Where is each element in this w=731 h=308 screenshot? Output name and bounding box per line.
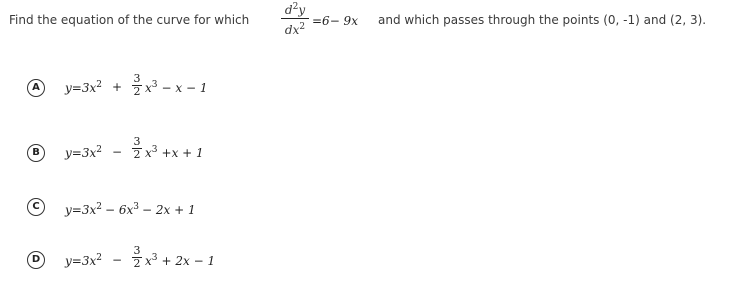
option-letter-a: A bbox=[27, 79, 45, 97]
option-b-tail: $x^3 +x + 1$ bbox=[145, 145, 204, 160]
derivative-fraction bbox=[281, 0, 309, 37]
option-letter-c: C bbox=[27, 198, 45, 216]
question-suffix: and which passes through the points (0, -1) and (2, 3). bbox=[378, 13, 707, 27]
derivative-numerator: $d^2y$ bbox=[284, 2, 306, 17]
derivative-denominator: $dx^2$ bbox=[284, 22, 306, 37]
option-c-equation: $y=3x^2 - 6x^3 - 2x + 1$ bbox=[65, 202, 196, 217]
option-a-fraction: 3 2 bbox=[133, 72, 141, 98]
option-a[interactable]: A $y=3x^2$ + 3 2 $x^3 - x - 1$ bbox=[27, 73, 327, 109]
option-d-fraction: 3 2 bbox=[133, 244, 141, 270]
option-b-fraction: 3 2 bbox=[133, 135, 141, 161]
option-a-tail: $x^3 - x - 1$ bbox=[145, 80, 208, 95]
option-d[interactable]: D $y=3x^2$ − 3 2 $x^3 + 2x - 1$ bbox=[27, 244, 327, 280]
question bbox=[9, 0, 727, 44]
option-b[interactable]: B $y=3x^2$ − 3 2 $x^3 +x + 1$ bbox=[27, 136, 327, 172]
option-d-tail: $x^3 + 2x - 1$ bbox=[145, 253, 216, 268]
question-prefix: Find the equation of the curve for which bbox=[9, 13, 250, 27]
option-letter-b: B bbox=[27, 144, 45, 162]
derivative-rhs: =6− 9x bbox=[312, 14, 358, 28]
option-c[interactable] bbox=[27, 195, 327, 231]
fraction-bar bbox=[281, 18, 309, 19]
option-letter-d: D bbox=[27, 251, 45, 269]
